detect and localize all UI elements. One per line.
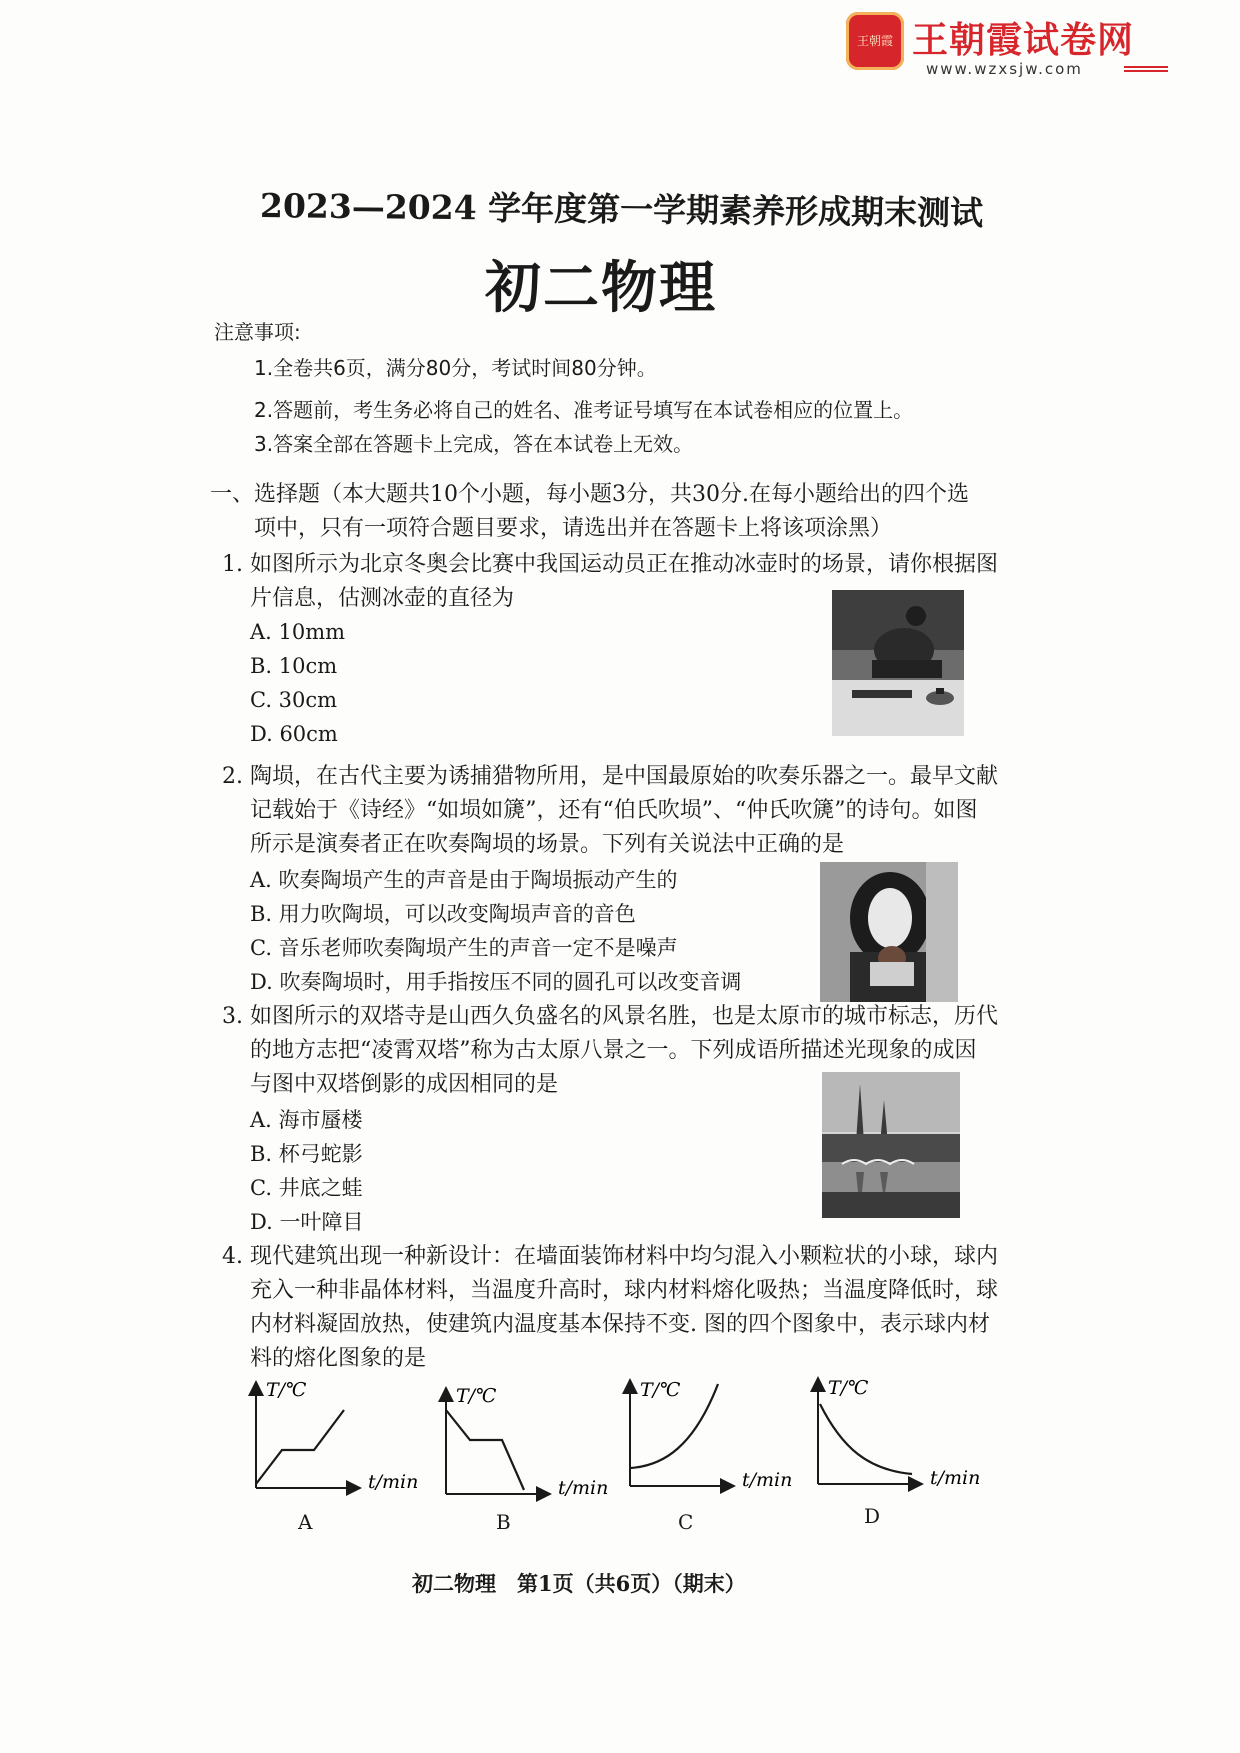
graph-c-y-label: T/℃ [640, 1379, 681, 1401]
option-b: B. 10cm [250, 654, 338, 678]
question-stem-line: 4. 现代建筑出现一种新设计：在墙面装饰材料中均匀混入小颗粒状的小球，球内 [222, 1244, 998, 1269]
question-stem-line: 内材料凝固放热，使建筑内温度基本保持不变. 图的四个图象中，表示球内材 [250, 1312, 990, 1337]
xun-player-photo [820, 862, 958, 1002]
graph-d-curve [820, 1404, 912, 1474]
option-b: B. 用力吹陶埙，可以改变陶埙声音的音色 [250, 902, 636, 926]
option-d: D. 60cm [250, 722, 338, 746]
question-stem-line: 充入一种非晶体材料，当温度升高时，球内材料熔化吸热；当温度降低时，球 [250, 1278, 999, 1303]
graph-b-x-label: t/min [558, 1477, 609, 1499]
graph-a-y-label: T/℃ [266, 1379, 307, 1401]
graph-a [256, 1379, 418, 1493]
section-heading [210, 478, 970, 546]
graph-d [818, 1377, 980, 1489]
note-item: 2.答题前，考生务必将自己的姓名、准考证号填写在本试卷相应的位置上。 [254, 398, 914, 422]
section-heading-line: 一、选择题（本大题共10个小题，每小题3分，共30分.在每小题给出的四个选 [210, 482, 969, 507]
question-stem-line: 2. 陶埙，在古代主要为诱捕猎物所用，是中国最原始的吹奏乐器之一。最早文献 [222, 764, 998, 789]
graph-b-y-label: T/℃ [456, 1385, 497, 1407]
option-b: B. 杯弓蛇影 [250, 1142, 363, 1166]
option-a: A. 海市蜃楼 [250, 1108, 363, 1132]
option-c: C. 音乐老师吹奏陶埙产生的声音一定不是噪声 [250, 936, 678, 960]
graphs-row [240, 1376, 1000, 1536]
brand-logo-seal: 王朝霞 [846, 12, 904, 70]
twin-pagoda-photo [822, 1072, 960, 1218]
graph-label-b: B [496, 1510, 511, 1534]
question-4 [222, 1240, 998, 1376]
graph-label-d: D [864, 1504, 881, 1528]
question-stem-line: 3. 如图所示的双塔寺是山西久负盛名的风景名胜，也是太原市的城市标志，历代 [222, 1004, 998, 1029]
question-stem-line: 料的熔化图象的是 [250, 1346, 427, 1371]
exam-title: 2023—2024 学年度第一学期素养形成期末测试 [259, 186, 984, 233]
question-stem-line: 所示是演奏者正在吹奏陶埙的场景。下列有关说法中正确的是 [250, 832, 845, 857]
graph-a-curve [256, 1410, 344, 1484]
option-c: C. 30cm [250, 688, 338, 712]
brand-name: 王朝霞试卷网 [912, 20, 1135, 61]
graph-d-y-label: T/℃ [828, 1377, 869, 1399]
graph-label-a: A [298, 1510, 313, 1534]
note-item: 1.全卷共6页，满分80分，考试时间80分钟。 [254, 356, 657, 380]
question-2 [222, 760, 998, 862]
brand-url: www.wzxsjw.com [926, 60, 1083, 78]
graphs-svg [240, 1376, 1000, 1506]
option-d: D. 吹奏陶埙时，用手指按压不同的圆孔可以改变音调 [250, 970, 742, 994]
section-heading-line: 项中，只有一项符合题目要求，请选出并在答题卡上将该项涂黑） [254, 516, 893, 541]
curling-photo [832, 590, 964, 736]
question-stem-line: 的地方志把“凌霄双塔”称为古太原八景之一。下列成语所描述光现象的成因 [250, 1038, 977, 1063]
graph-b [446, 1385, 608, 1499]
question-stem-line: 片信息，估测冰壶的直径为 [250, 586, 515, 611]
graph-label-c: C [678, 1510, 694, 1534]
graph-c [630, 1379, 792, 1491]
brand-header [846, 10, 1176, 76]
option-a: A. 10mm [250, 620, 346, 644]
option-d: D. 一叶障目 [250, 1210, 364, 1234]
graph-a-x-label: t/min [368, 1471, 419, 1493]
graph-d-x-label: t/min [930, 1467, 981, 1489]
brand-decor-lines [1124, 66, 1168, 72]
exam-subject: 初二物理 [485, 255, 717, 321]
notes-heading: 注意事项: [214, 320, 301, 344]
graph-c-x-label: t/min [742, 1469, 793, 1491]
graph-b-curve [446, 1410, 524, 1490]
question-stem-line: 记载始于《诗经》“如埙如篪”，还有“伯氏吹埙”、“仲氏吹篪”的诗句。如图 [250, 798, 978, 823]
option-a: A. 吹奏陶埙产生的声音是由于陶埙振动产生的 [250, 868, 678, 892]
question-stem-line: 与图中双塔倒影的成因相同的是 [250, 1072, 559, 1097]
question-stem-line: 1. 如图所示为北京冬奥会比赛中我国运动员正在推动冰壶时的场景，请你根据图 [222, 552, 998, 577]
option-c: C. 井底之蛙 [250, 1176, 363, 1200]
note-item: 3.答案全部在答题卡上完成，答在本试卷上无效。 [254, 432, 694, 456]
page-footer: 初二物理 第1页（共6页）（期末） [412, 1571, 746, 1596]
